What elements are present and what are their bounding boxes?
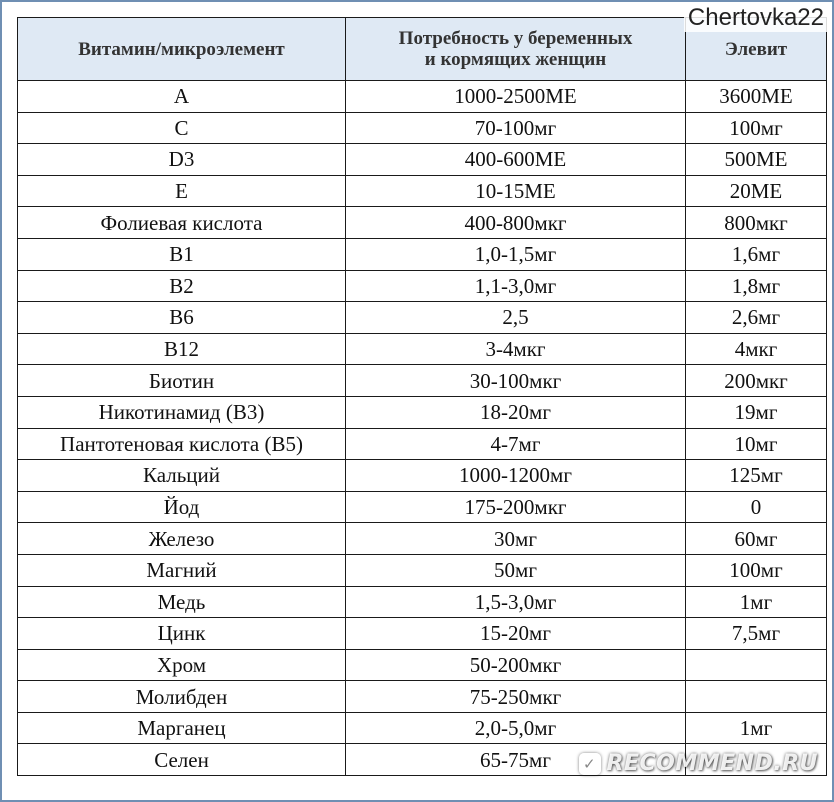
cell-vitamin: B1 <box>18 238 346 270</box>
cell-need: 18-20мг <box>346 396 686 428</box>
table-row <box>18 712 827 744</box>
cell-vitamin: Селен <box>18 744 346 776</box>
cell-need: 75-250мкг <box>346 681 686 713</box>
cell-need: 2,0-5,0мг <box>346 712 686 744</box>
vitamin-comparison-table <box>17 17 827 776</box>
cell-need: 15-20мг <box>346 618 686 650</box>
header-elevit: Элевит <box>686 18 827 81</box>
cell-elevit: 200мкг <box>686 365 827 397</box>
cell-need: 65-75мг <box>346 744 686 776</box>
cell-need: 400-800мкг <box>346 207 686 239</box>
author-watermark: Chertovka22 <box>684 4 828 32</box>
table-row <box>18 396 827 428</box>
cell-elevit: 20МЕ <box>686 175 827 207</box>
table-body <box>18 81 827 776</box>
table-row <box>18 649 827 681</box>
cell-elevit: 125мг <box>686 460 827 492</box>
table-row <box>18 554 827 586</box>
cell-elevit: 60мг <box>686 523 827 555</box>
cell-vitamin: Фолиевая кислота <box>18 207 346 239</box>
site-watermark-text: RECOMMEND.RU <box>606 751 818 776</box>
cell-elevit: 10мг <box>686 428 827 460</box>
cell-vitamin: Марганец <box>18 712 346 744</box>
cell-elevit: 100мг <box>686 554 827 586</box>
cell-elevit: 100мг <box>686 112 827 144</box>
table-row <box>18 460 827 492</box>
cell-vitamin: E <box>18 175 346 207</box>
table-row <box>18 491 827 523</box>
cell-vitamin: Никотинамид (B3) <box>18 396 346 428</box>
cell-need: 3-4мкг <box>346 333 686 365</box>
cell-vitamin: B6 <box>18 302 346 334</box>
cell-vitamin: Пантотеновая кислота (B5) <box>18 428 346 460</box>
cell-elevit: 19мг <box>686 396 827 428</box>
cell-elevit: 500МЕ <box>686 144 827 176</box>
header-need-line1: Потребность у беременных <box>398 28 633 49</box>
cell-vitamin: Магний <box>18 554 346 586</box>
header-need-line2: и кормящих женщин <box>424 49 607 70</box>
table-row <box>18 81 827 113</box>
cell-vitamin: Кальций <box>18 460 346 492</box>
cell-need: 1000-1200мг <box>346 460 686 492</box>
cell-elevit: 3600МЕ <box>686 81 827 113</box>
cell-vitamin: A <box>18 81 346 113</box>
cell-elevit: 4мкг <box>686 333 827 365</box>
cell-need: 2,5 <box>346 302 686 334</box>
table-row <box>18 618 827 650</box>
cell-need: 1,0-1,5мг <box>346 238 686 270</box>
cell-vitamin: D3 <box>18 144 346 176</box>
table-row <box>18 207 827 239</box>
cell-need: 1000-2500МЕ <box>346 81 686 113</box>
cell-need: 1,5-3,0мг <box>346 586 686 618</box>
site-watermark <box>579 751 818 776</box>
cell-elevit: 1,8мг <box>686 270 827 302</box>
cell-need: 4-7мг <box>346 428 686 460</box>
header-need <box>346 18 686 81</box>
cell-elevit: 1мг <box>686 586 827 618</box>
cell-need: 400-600МЕ <box>346 144 686 176</box>
cell-need: 10-15МЕ <box>346 175 686 207</box>
cell-vitamin: Медь <box>18 586 346 618</box>
cell-elevit <box>686 681 827 713</box>
cell-vitamin: B2 <box>18 270 346 302</box>
cell-need: 50-200мкг <box>346 649 686 681</box>
cell-elevit: 7,5мг <box>686 618 827 650</box>
cell-vitamin: C <box>18 112 346 144</box>
cell-vitamin: Биотин <box>18 365 346 397</box>
table-row <box>18 681 827 713</box>
cell-elevit: 2,6мг <box>686 302 827 334</box>
cell-elevit <box>686 649 827 681</box>
header-vitamin: Витамин/микроэлемент <box>18 18 346 81</box>
table-row <box>18 175 827 207</box>
table-row <box>18 112 827 144</box>
cell-vitamin: Молибден <box>18 681 346 713</box>
table-row <box>18 302 827 334</box>
table-row <box>18 586 827 618</box>
table-row <box>18 428 827 460</box>
cell-elevit: 800мкг <box>686 207 827 239</box>
table-row <box>18 523 827 555</box>
table-row <box>18 270 827 302</box>
cell-elevit: 1,6мг <box>686 238 827 270</box>
cell-need: 175-200мкг <box>346 491 686 523</box>
cell-vitamin: Железо <box>18 523 346 555</box>
cell-vitamin: B12 <box>18 333 346 365</box>
cell-elevit: 1мг <box>686 712 827 744</box>
cell-elevit: 0 <box>686 491 827 523</box>
cell-vitamin: Йод <box>18 491 346 523</box>
cell-need: 30-100мкг <box>346 365 686 397</box>
cell-need: 50мг <box>346 554 686 586</box>
cell-vitamin: Хром <box>18 649 346 681</box>
cell-need: 70-100мг <box>346 112 686 144</box>
cell-need: 30мг <box>346 523 686 555</box>
cell-need: 1,1-3,0мг <box>346 270 686 302</box>
table-row <box>18 365 827 397</box>
table-row <box>18 333 827 365</box>
table-row <box>18 238 827 270</box>
cell-vitamin: Цинк <box>18 618 346 650</box>
table-row <box>18 144 827 176</box>
recommend-logo-icon: ✓ <box>579 753 601 775</box>
